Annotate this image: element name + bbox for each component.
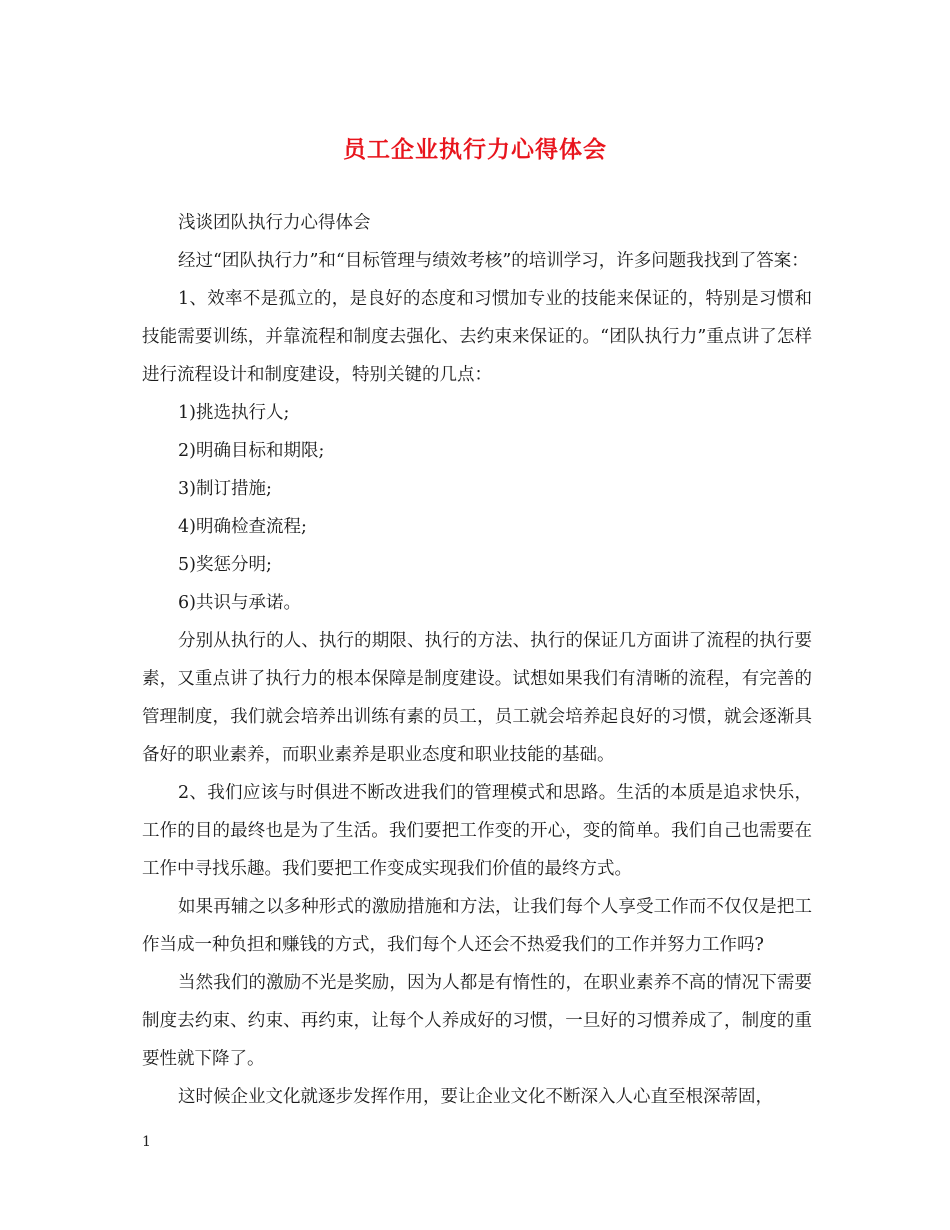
paragraph-intro: 经过“团队执行力”和“目标管理与绩效考核”的培训学习，许多问题我找到了答案： — [178, 251, 809, 271]
document-body — [142, 204, 812, 1116]
paragraph-point-1: 1、效率不是孤立的，是良好的态度和习惯加专业的技能来保证的，特别是习惯和技能需要训练，并靠流程和制度去强化、去约束来保证的。“团队执行力”重点讲了怎样进行流程设计和制度建设，特别关键的几点： — [142, 289, 812, 385]
document-title: 员工企业执行力心得体会 — [343, 137, 607, 163]
paragraph-point-2: 2、我们应该与时俱进不断改进我们的管理模式和思路。生活的本质是追求快乐，工作的目的最终也是为了生活。我们要把工作变的开心，变的简单。我们自己也需要在工作中寻找乐趣。我们要把工作变成实现我们价值的最终方式。 — [142, 783, 812, 879]
paragraph-constraints: 当然我们的激励不光是奖励，因为人都是有惰性的，在职业素养不高的情况下需要制度去约束、约束、再约束，让每个人养成好的习惯，一旦好的习惯养成了，制度的重要性就下降了。 — [142, 973, 812, 1069]
paragraph-subtitle: 浅谈团队执行力心得体会 — [178, 213, 371, 233]
list-item: 1)挑选执行人; — [178, 403, 290, 423]
paragraph-culture: 这时候企业文化就逐步发挥作用，要让企业文化不断深入人心直至根深蒂固， — [178, 1087, 773, 1107]
list-item: 3)制订措施; — [178, 479, 272, 499]
list-item: 6)共识与承诺。 — [178, 593, 301, 613]
page-number: 1 — [142, 1134, 151, 1150]
list-item: 5)奖惩分明; — [178, 555, 272, 575]
paragraph-execution-elements: 分别从执行的人、执行的期限、执行的方法、执行的保证几方面讲了流程的执行要素，又重点讲了执行力的根本保障是制度建设。试想如果我们有清晰的流程，有完善的管理制度，我们就会培养出训练有素的员工，员工就会培养起良好的习惯，就会逐渐具备好的职业素养，而职业素养是职业态度和职业技能的基础。 — [142, 631, 812, 765]
list-item: 2)明确目标和期限; — [178, 441, 325, 461]
paragraph-incentives: 如果再辅之以多种形式的激励措施和方法，让我们每个人享受工作而不仅仅是把工作当成一种负担和赚钱的方式，我们每个人还会不热爱我们的工作并努力工作吗? — [142, 897, 812, 955]
list-item: 4)明确检查流程; — [178, 517, 307, 537]
